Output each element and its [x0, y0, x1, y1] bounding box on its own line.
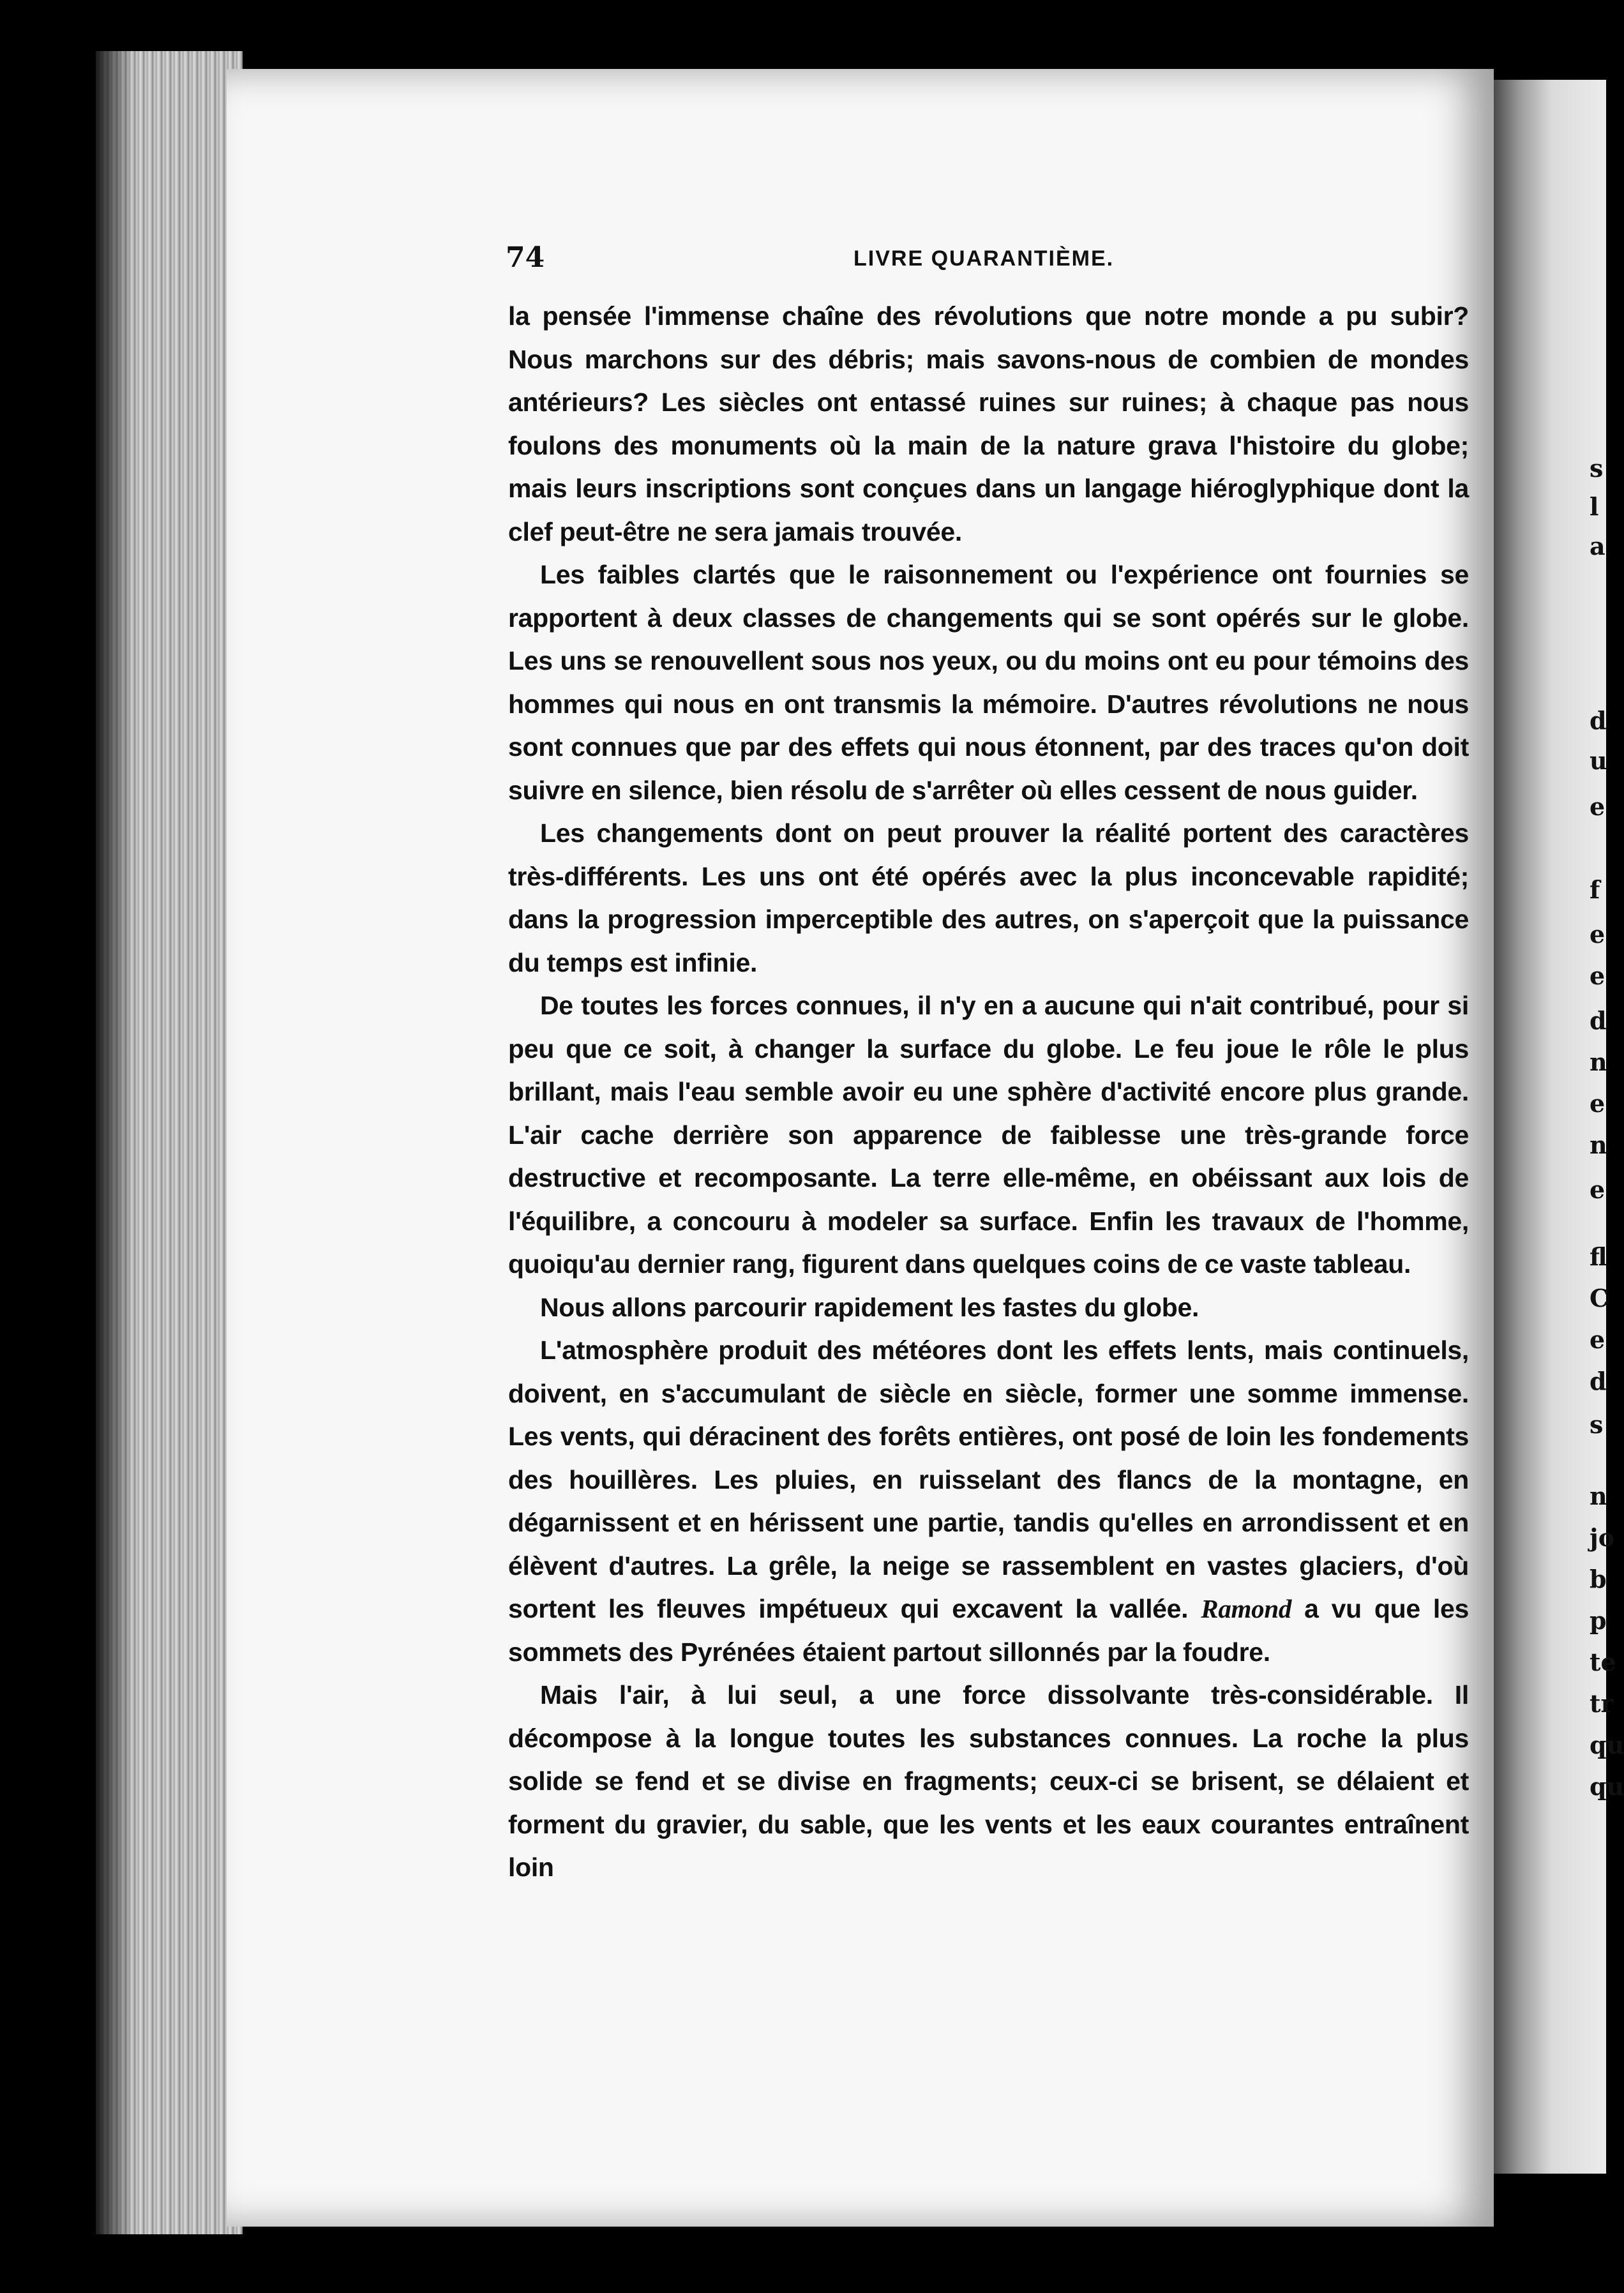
paragraph: Mais l'air, à lui seul, a une force dissolvante très-considérable. Il décompose à la longue toutes les substances connues. La roche la plus solide se fend et se divise en fragments; ceux-ci se brisent, se délaient et forment du gravier, du sable, que les vents et les eaux courantes entraînent loin [508, 1680, 1469, 1882]
body-text [508, 295, 1469, 1890]
facing-page-fragment: tr [1590, 1689, 1614, 1718]
facing-page-fragment: b [1590, 1565, 1607, 1593]
facing-page-edge [1494, 80, 1624, 2174]
paragraph: Les changements dont on peut prouver la réalité portent des caractères très-différents. Les uns ont été opérés avec la plus inconcevable rapidité; dans la progression imperceptible des autres, on s'aperçoit que la puissance du temps est infinie. [508, 818, 1469, 977]
paragraph-text: L'atmosphère produit des météores dont les effets lents, mais continuels, doivent, en s'accumulant de siècle en siècle, former une somme immense. Les vents, qui déracinent des forêts entières, ont posé de loin les fondements des houillères. Les pluies, en ruisselant des flancs de la montagne, en dégarnissent et en hérissent une partie, tandis qu'elles en arrondissent et en élèvent d'autres. La grêle, la neige se rassemblent en vastes glaciers, d'où sortent les fleuves impétueux qui excavent la vallée. [508, 1335, 1469, 1623]
facing-page-fragment: e [1590, 961, 1605, 990]
facing-page-fragment: e [1590, 920, 1605, 949]
running-title: LIVRE QUARANTIÈME. [853, 246, 1115, 271]
italic-name: Ramond [1201, 1594, 1292, 1623]
paragraph: Les faibles clartés que le raisonnement ou l'expérience ont fournies se rapportent à deux classes de changements qui se sont opérés sur le globe. Les uns se renouvellent sous nos yeux, ou du moins ont eu pour témoins des hommes qui nous en ont transmis la mémoire. D'autres révolutions ne nous sont connues que par des effets qui nous étonnent, par des traces qu'on doit suivre en silence, bien résolu de s'arrêter où elles cessent de nous guider. [508, 560, 1469, 805]
paragraph [508, 1329, 1469, 1674]
facing-page-fragment: u [1590, 746, 1607, 775]
facing-page-fragment: qu [1590, 1731, 1624, 1759]
facing-page-fragment: e [1590, 1325, 1605, 1354]
facing-page-fragment: p [1590, 1606, 1607, 1635]
page-number: 74 [506, 241, 545, 274]
paragraph: De toutes les forces connues, il n'y en a aucune qui n'ait contribué, pour si peu que ce soit, à changer la surface du globe. Le feu joue le rôle le plus brillant, mais l'eau semble avoir eu une sphère d'activité encore plus grande. L'air cache derrière son apparence de faiblesse une très-grande force destructive et recomposante. La terre elle-même, en obéissant aux lois de l'équilibre, a concouru à modeler sa surface. Enfin les travaux de l'homme, quoiqu'au dernier rang, figurent dans quelques coins de ce vaste tableau. [508, 991, 1469, 1279]
paragraph: Nous allons parcourir rapidement les fastes du globe. [540, 1292, 1199, 1322]
paragraph: la pensée l'immense chaîne des révolutions que notre monde a pu subir? Nous marchons sur des débris; mais savons-nous de combien de mondes antérieurs? Les siècles ont entassé ruines sur ruines; à chaque pas nous foulons des monuments où la main de la nature grava l'histoire du globe; mais leurs inscriptions sont conçues dans un langage hiéroglyphique dont la clef peut-être ne sera jamais trouvée. [508, 301, 1469, 546]
facing-page-fragment: s [1590, 454, 1604, 483]
facing-page-fragment: d [1590, 706, 1607, 735]
facing-page-fragment: jo [1590, 1523, 1615, 1552]
facing-page-fragment: a [1590, 532, 1605, 560]
page-header [506, 241, 1476, 280]
facing-page-fragment: e [1590, 1175, 1605, 1204]
facing-page-fragment: n [1590, 1482, 1607, 1510]
facing-page-fragment: e [1590, 1089, 1605, 1118]
facing-page-fragment: d [1590, 1367, 1607, 1395]
facing-page-fragment: qu [1590, 1772, 1624, 1801]
facing-page-fragment: l [1590, 492, 1599, 521]
facing-page-fragment: s [1590, 1410, 1604, 1439]
facing-page-fragment: e [1590, 792, 1605, 821]
binding-shadow [96, 51, 134, 2234]
facing-page-fragment: d [1590, 1006, 1607, 1035]
paragraph-text: a vu que les sommets des Pyrénées étaient partout sillonnés par la foudre. [508, 1594, 1469, 1667]
facing-page-fragment: n [1590, 1131, 1607, 1159]
facing-page-fragment: fl [1590, 1242, 1607, 1271]
facing-page-fragment: f [1590, 875, 1600, 904]
facing-page-fragment: te [1590, 1648, 1616, 1676]
facing-page-fragment: n [1590, 1048, 1607, 1076]
facing-page-fragment: C [1590, 1284, 1609, 1312]
